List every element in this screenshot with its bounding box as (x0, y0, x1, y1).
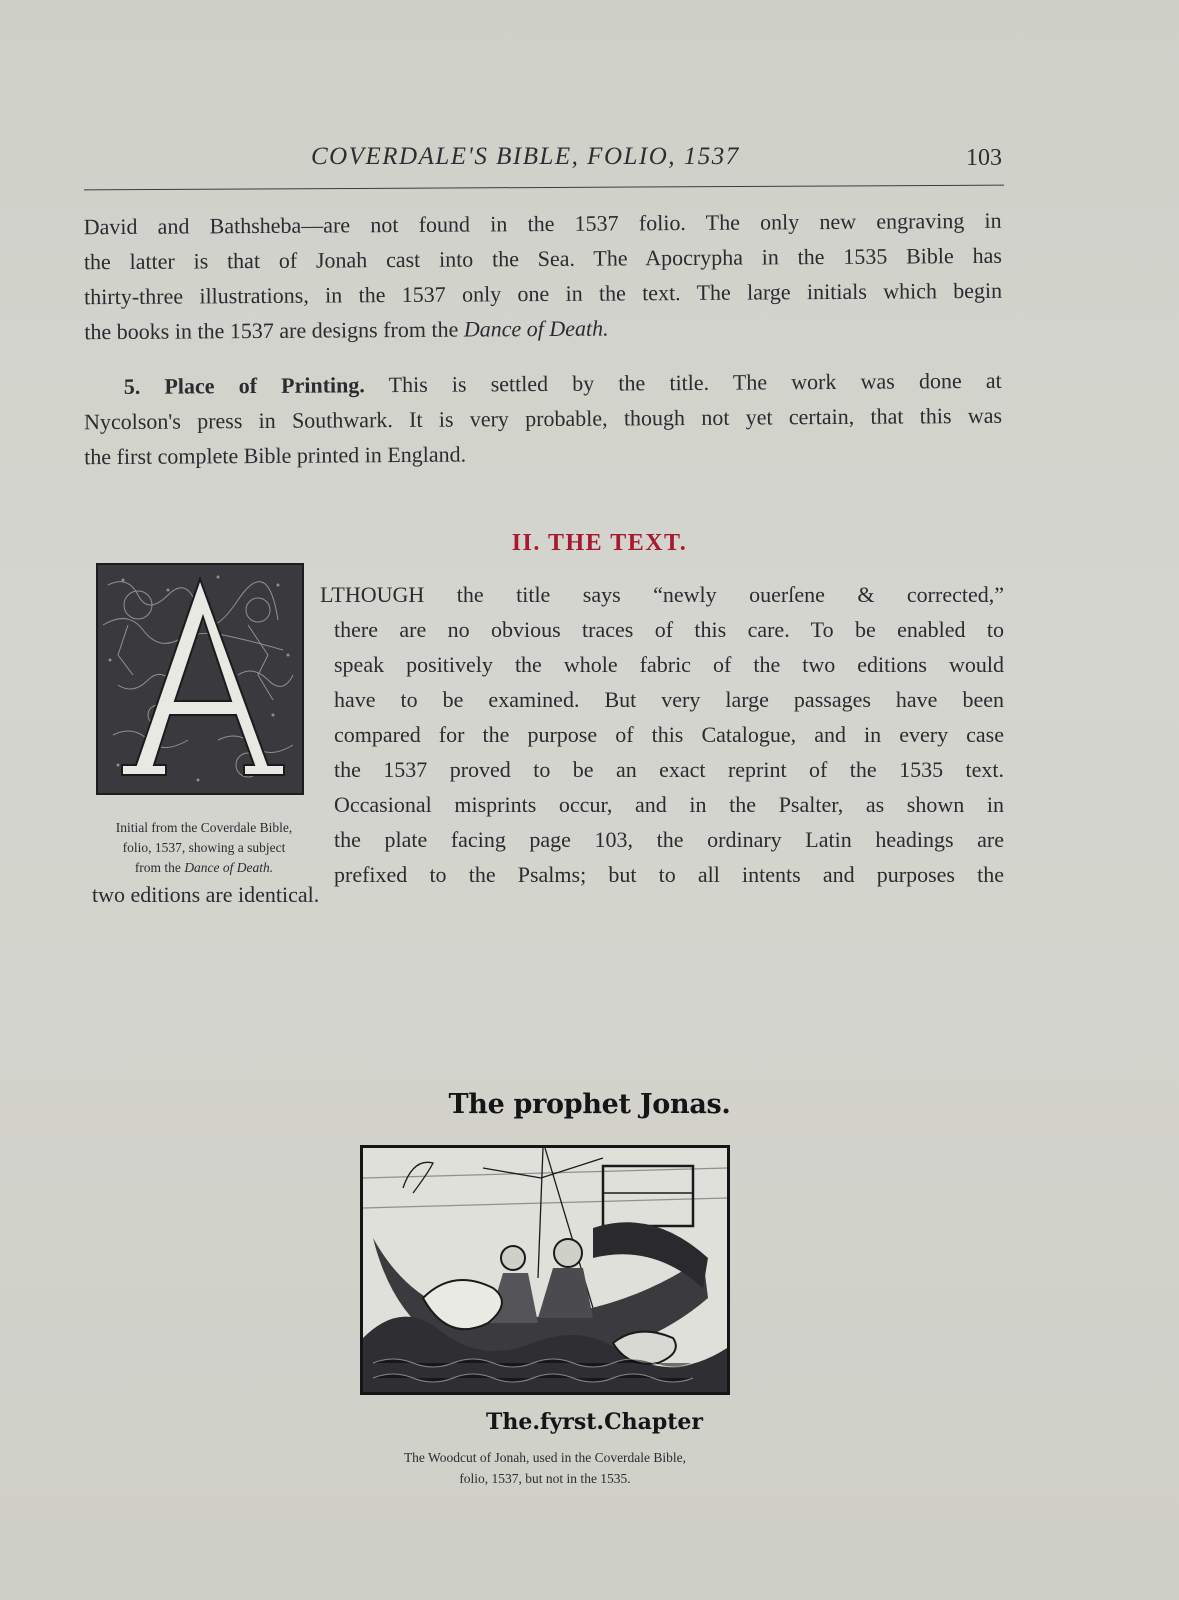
jonah-woodcut-image (363, 1148, 727, 1392)
woodcut-caption (360, 1447, 730, 1489)
text-line: have to be examined. But very large passages have been (334, 687, 1004, 712)
text-line-last (84, 308, 1002, 349)
text-fragment: This is settled by the title. The work was done at (364, 367, 1002, 398)
text-line: the 1537 proved to be an exact reprint of the 1535 text. (334, 757, 1004, 782)
paragraph-illustrations (84, 203, 1003, 349)
paragraph-place-of-printing (84, 363, 1003, 474)
caption-italic: Dance of Death. (184, 860, 274, 875)
running-head (86, 143, 1004, 183)
italic-title: Dance of Death. (463, 315, 609, 342)
section-label: 5. Place of Printing. (123, 372, 365, 399)
initial-caption (92, 818, 316, 878)
running-head-title: COVERDALE'S BIBLE, FOLIO, 1537 (311, 143, 740, 170)
text-line: prefixed to the Psalms; but to all intents and purposes the (334, 862, 1004, 887)
caption-line (92, 858, 316, 878)
paragraph-the-text (320, 577, 1004, 892)
text-line: the latter is that of Jonah cast into the Sea. The Apocrypha in the 1535 Bible has (83, 242, 1002, 275)
text-fragment: the books in the 1537 are designs from the (84, 316, 464, 345)
jonah-woodcut (360, 1145, 730, 1395)
text-line: Occasional misprints occur, and in the Psalter, as shown in (334, 792, 1004, 817)
page-number: 103 (966, 145, 1002, 171)
text-line: David and Bathsheba—are not found in the 1537 folio. The only new engraving in (83, 207, 1002, 240)
text-line-last: two editions are identical. (92, 882, 320, 907)
section-heading: II. THE TEXT. (511, 530, 688, 556)
text-line: thirty-three illustrations, in the 1537 only one in the text. The large initials which begin (84, 277, 1003, 310)
dance-of-death-initial-image (98, 565, 302, 793)
caption-fragment: from the (134, 860, 185, 875)
text-line: compared for the purpose of this Catalogue, and in every case (334, 722, 1004, 747)
woodcut-chapter-heading: The.fyrst.Chapter (486, 1409, 703, 1435)
text-line: the plate facing page 103, the ordinary Latin headings are (334, 827, 1004, 852)
text-line: speak positively the whole fabric of the two editions would (334, 652, 1004, 677)
caption-line: Initial from the Coverdale Bible, (115, 820, 293, 835)
drop-cap-initial (96, 563, 304, 795)
text-line: there are no obvious traces of this care. To be enabled to (334, 617, 1004, 642)
caption-line: The Woodcut of Jonah, used in the Coverdale Bible, (403, 1450, 687, 1465)
caption-line: folio, 1537, showing a subject (122, 840, 286, 855)
text-line-last: the first complete Bible printed in England. (84, 441, 467, 470)
header-rule (84, 185, 1004, 191)
text-line: LTHOUGH the title says “newly ouerſene & corrected,” (320, 582, 1004, 607)
text-line: Nycolson's press in Southwark. It is very probable, though not yet certain, that this was (83, 402, 1003, 435)
caption-line: folio, 1537, but not in the 1535. (459, 1471, 631, 1486)
woodcut-title: The prophet Jonas. (448, 1089, 731, 1120)
